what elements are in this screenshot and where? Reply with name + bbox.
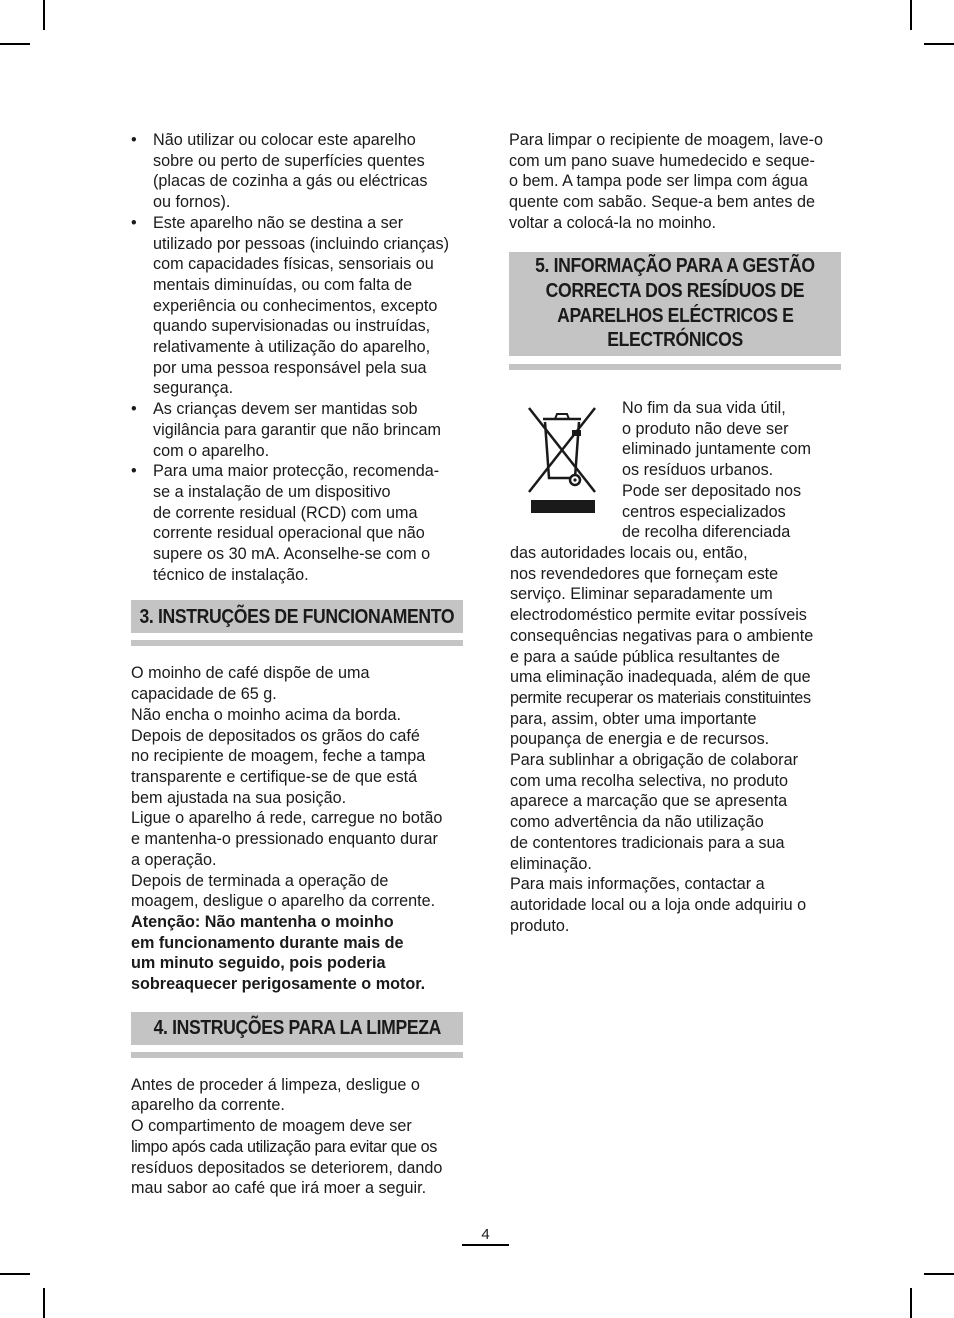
section-3-body: O moinho de café dispõe de uma capacidade de 65 g. Não encha o moinho acima da borda. Depois de depositados os grãos do café no recipiente de moagem, feche a tampa transparente e certifique-se de que está bem ajustada na sua posição. Ligue o aparelho á rede, carregue no botão e mantenha-o pressionado enquanto durar a operação. Depois de terminada a operação de moagem, desligue o aparelho da corrente.	[131, 664, 443, 911]
page-number-rule	[462, 1244, 509, 1246]
section-4-heading	[131, 1012, 463, 1058]
crop-mark	[0, 43, 30, 45]
bullet-item: • Não utilizar ou colocar este aparelho sobre ou perto de superfícies quentes (placas de cozinha a gás ou eléctricas ou fornos).	[131, 130, 463, 213]
section-5-title-line: ELECTRÓNICOS	[607, 329, 743, 352]
bullet-item: • As crianças devem ser mantidas sob vigilância para garantir que não brincam com o aparelho.	[131, 399, 463, 461]
crop-mark	[924, 43, 954, 45]
section-3-heading	[131, 600, 463, 646]
crop-mark	[43, 1288, 45, 1318]
right-column	[509, 128, 841, 935]
section-4-title: 4. INSTRUÇÕES PARA LA LIMPEZA	[153, 1016, 441, 1039]
cleaning-continued: Para limpar o recipiente de moagem, lave-o com um pano suave humedecido e seque- o bem. A tampa pode ser limpa com água quente com sabão. Seque-a bem antes de voltar a colocá-la no moinho.	[509, 131, 824, 232]
page-number: 4	[481, 1226, 490, 1243]
bullet-item: • Este aparelho não se destina a ser utilizado por pessoas (incluindo crianças) com capacidades físicas, sensoriais ou mentais diminuídas, ou com falta de experiência ou conhecimentos, excepto quando supervisionadas ou instruídas, relativamente à utilização do aparelho, por uma pessoa responsável pela sua segurança.	[131, 213, 463, 399]
heading-rule	[509, 364, 841, 370]
left-column	[131, 128, 463, 1199]
section-5-title-line: 5. INFORMAÇÃO PARA A GESTÃO	[535, 254, 815, 277]
section-5-heading	[509, 252, 841, 370]
crop-mark	[0, 1273, 30, 1275]
heading-rule	[131, 640, 463, 646]
section-5-title-line: APARELHOS ELÉCTRICOS E	[556, 304, 794, 327]
section-5-beside-icon: No fim da sua vida útil, o produto não deve ser eliminado juntamente com os resíduos urbanos. Pode ser depositado nos centros especializados de recolha diferenciada	[622, 399, 811, 542]
section-4-body: Antes de proceder á limpeza, desligue o aparelho da corrente. O compartimento de moagem deve ser limpo após cada utilização para evitar que os resíduos depositados se deteriorem, dando mau sabor ao café que irá moer a seguir.	[131, 1075, 443, 1198]
crop-mark	[910, 1288, 912, 1318]
crossed-out-wheelie-bin-icon	[523, 400, 601, 514]
crop-mark	[924, 1273, 954, 1275]
safety-bullets	[131, 130, 463, 585]
section-3-warning: Atenção: Não mantenha o moinho em funcionamento durante mais de um minuto seguido, pois poderia sobreaquecer perigosamente o motor.	[131, 912, 426, 994]
crop-mark	[910, 0, 912, 30]
crop-mark	[43, 0, 45, 30]
section-3-title: 3. INSTRUÇÕES DE FUNCIONAMENTO	[139, 605, 455, 628]
heading-rule	[131, 1052, 463, 1058]
section-5-body: das autoridades locais ou, então, nos revendedores que forneçam este serviço. Eliminar separadamente um electrodoméstico permite evitar possíveis consequências negativas para o ambiente e para a saúde pública resultantes de uma eliminação inadequada, além de que permite recuperar os materiais constituintes para, assim, obter uma importante poupança de energia e de recursos. Para sublinhar a obrigação de colaborar com uma recolha selectiva, no produto aparece a marcação que se apresenta como advertência da não utilização de contentores tradicionais para a sua eliminação. Para mais informações, contactar a autoridade local ou a loja onde adquiriu o produto.	[510, 544, 814, 935]
section-5-title-line: CORRECTA DOS RESÍDUOS DE	[545, 279, 805, 302]
bullet-item: • Para uma maior protecção, recomenda- se a instalação de um dispositivo de corrente residual (RCD) com uma corrente residual operacional que não supere os 30 mA. Aconselhe-se com o técnico de instalação.	[131, 461, 463, 585]
